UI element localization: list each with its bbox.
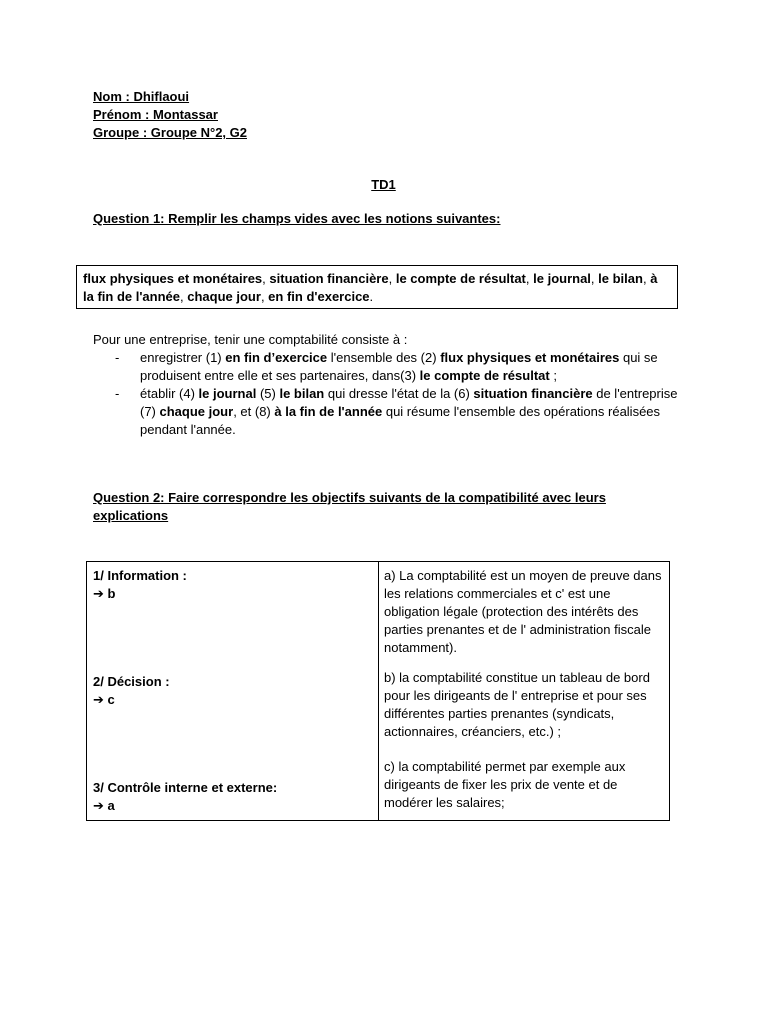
answer-text: l'ensemble des (2) (327, 350, 441, 365)
notion: situation financière (269, 271, 389, 286)
list-dash: - (115, 386, 120, 401)
explanation-a: a) La comptabilité est un moyen de preuve dans les relations commerciales et c' est une obligation légale (protection des intérêts des parties prenantes et de l' administration fiscale notamment). (384, 568, 662, 655)
objective-answer (93, 797, 277, 815)
answer-text: qui dresse l'état de la (6) (324, 386, 474, 401)
arrow-right-icon: ➔ (93, 692, 104, 707)
explanation-b: b) la comptabilité constitue un tableau de bord pour les dirigeants de l' entreprise et pour ses différentes parties prenantes (syndicats, actionnaires, créanciers, etc.) ; (384, 670, 650, 739)
notions-box (76, 265, 678, 309)
notion: en fin d'exercice (268, 289, 370, 304)
notion-separator: , (590, 271, 599, 286)
answer-intro: Pour une entreprise, tenir une comptabilité consiste à : (93, 332, 408, 347)
answer-fill: le bilan (279, 386, 325, 401)
notion-separator: , (388, 271, 396, 286)
student-firstname: Prénom : Montassar (93, 107, 218, 122)
notion: à la fin de l'année (83, 271, 658, 304)
notion: flux physiques et monétaires (83, 271, 263, 286)
notion-separator: . (369, 289, 374, 304)
question2-heading: Question 2: Faire correspondre les objectifs suivants de la compatibilité avec leurs explications (93, 490, 606, 523)
objective-answer-letter: a (107, 798, 115, 813)
notion-separator: , (525, 271, 534, 286)
objective-information (93, 567, 187, 603)
answer-fill: le journal (198, 386, 257, 401)
answer-item-2 (93, 385, 683, 439)
document-title (0, 176, 768, 194)
objective-answer-letter: c (107, 692, 115, 707)
answer-text: , et (8) (233, 404, 275, 419)
explanation-c: c) la comptabilité permet par exemple aux dirigeants de fixer les prix de vente et de modérer les salaires; (384, 759, 626, 810)
answer-text: de l'entreprise (7) (140, 386, 678, 419)
student-group: Groupe : Groupe N°2, G2 (93, 125, 247, 140)
objective-controle (93, 779, 277, 815)
answer-item-1 (93, 349, 683, 385)
notion-separator: , (260, 289, 269, 304)
answer-text: établir (4) (140, 386, 199, 401)
answer-text: qui résume l'ensemble des opérations réalisées pendant l'année. (140, 404, 661, 437)
answer-fill: à la fin de l'année (274, 404, 383, 419)
answer-text: ; (549, 368, 557, 383)
notion: le journal (533, 271, 591, 286)
objective-label: 3/ Contrôle interne et externe: (93, 780, 278, 795)
objective-decision (93, 673, 170, 709)
list-dash: - (115, 350, 120, 365)
notion: le compte de résultat (395, 271, 526, 286)
question1-heading: Question 1: Remplir les champs vides avec les notions suivantes: (93, 211, 501, 226)
answer-text: qui se produisent entre elle et ses partenaires, dans(3) (140, 350, 658, 383)
answer-fill: situation financière (473, 386, 593, 401)
matching-table (86, 561, 670, 821)
notion-separator: , (180, 289, 188, 304)
table-column-divider (378, 562, 379, 820)
student-header (93, 88, 247, 142)
notion: le bilan (598, 271, 643, 286)
answer-text: (5) (256, 386, 280, 401)
answer-fill: en fin d’exercice (225, 350, 328, 365)
student-name: Nom : Dhiflaoui (93, 89, 190, 104)
objective-answer (93, 585, 187, 603)
answer-fill: le compte de résultat (419, 368, 550, 383)
answer-paragraph (93, 331, 683, 439)
answer-fill: chaque jour (159, 404, 234, 419)
notion-separator: , (642, 271, 651, 286)
answer-fill: flux physiques et monétaires (440, 350, 620, 365)
objective-answer (93, 691, 170, 709)
notion: chaque jour (187, 289, 261, 304)
arrow-right-icon: ➔ (93, 798, 104, 813)
objective-answer-letter: b (107, 586, 116, 601)
notion-separator: , (262, 271, 270, 286)
objective-label: 1/ Information : (93, 568, 187, 583)
arrow-right-icon: ➔ (93, 586, 104, 601)
answer-text: enregistrer (1) (140, 350, 226, 365)
objective-label: 2/ Décision : (93, 674, 170, 689)
document-title-text: TD1 (371, 177, 396, 192)
